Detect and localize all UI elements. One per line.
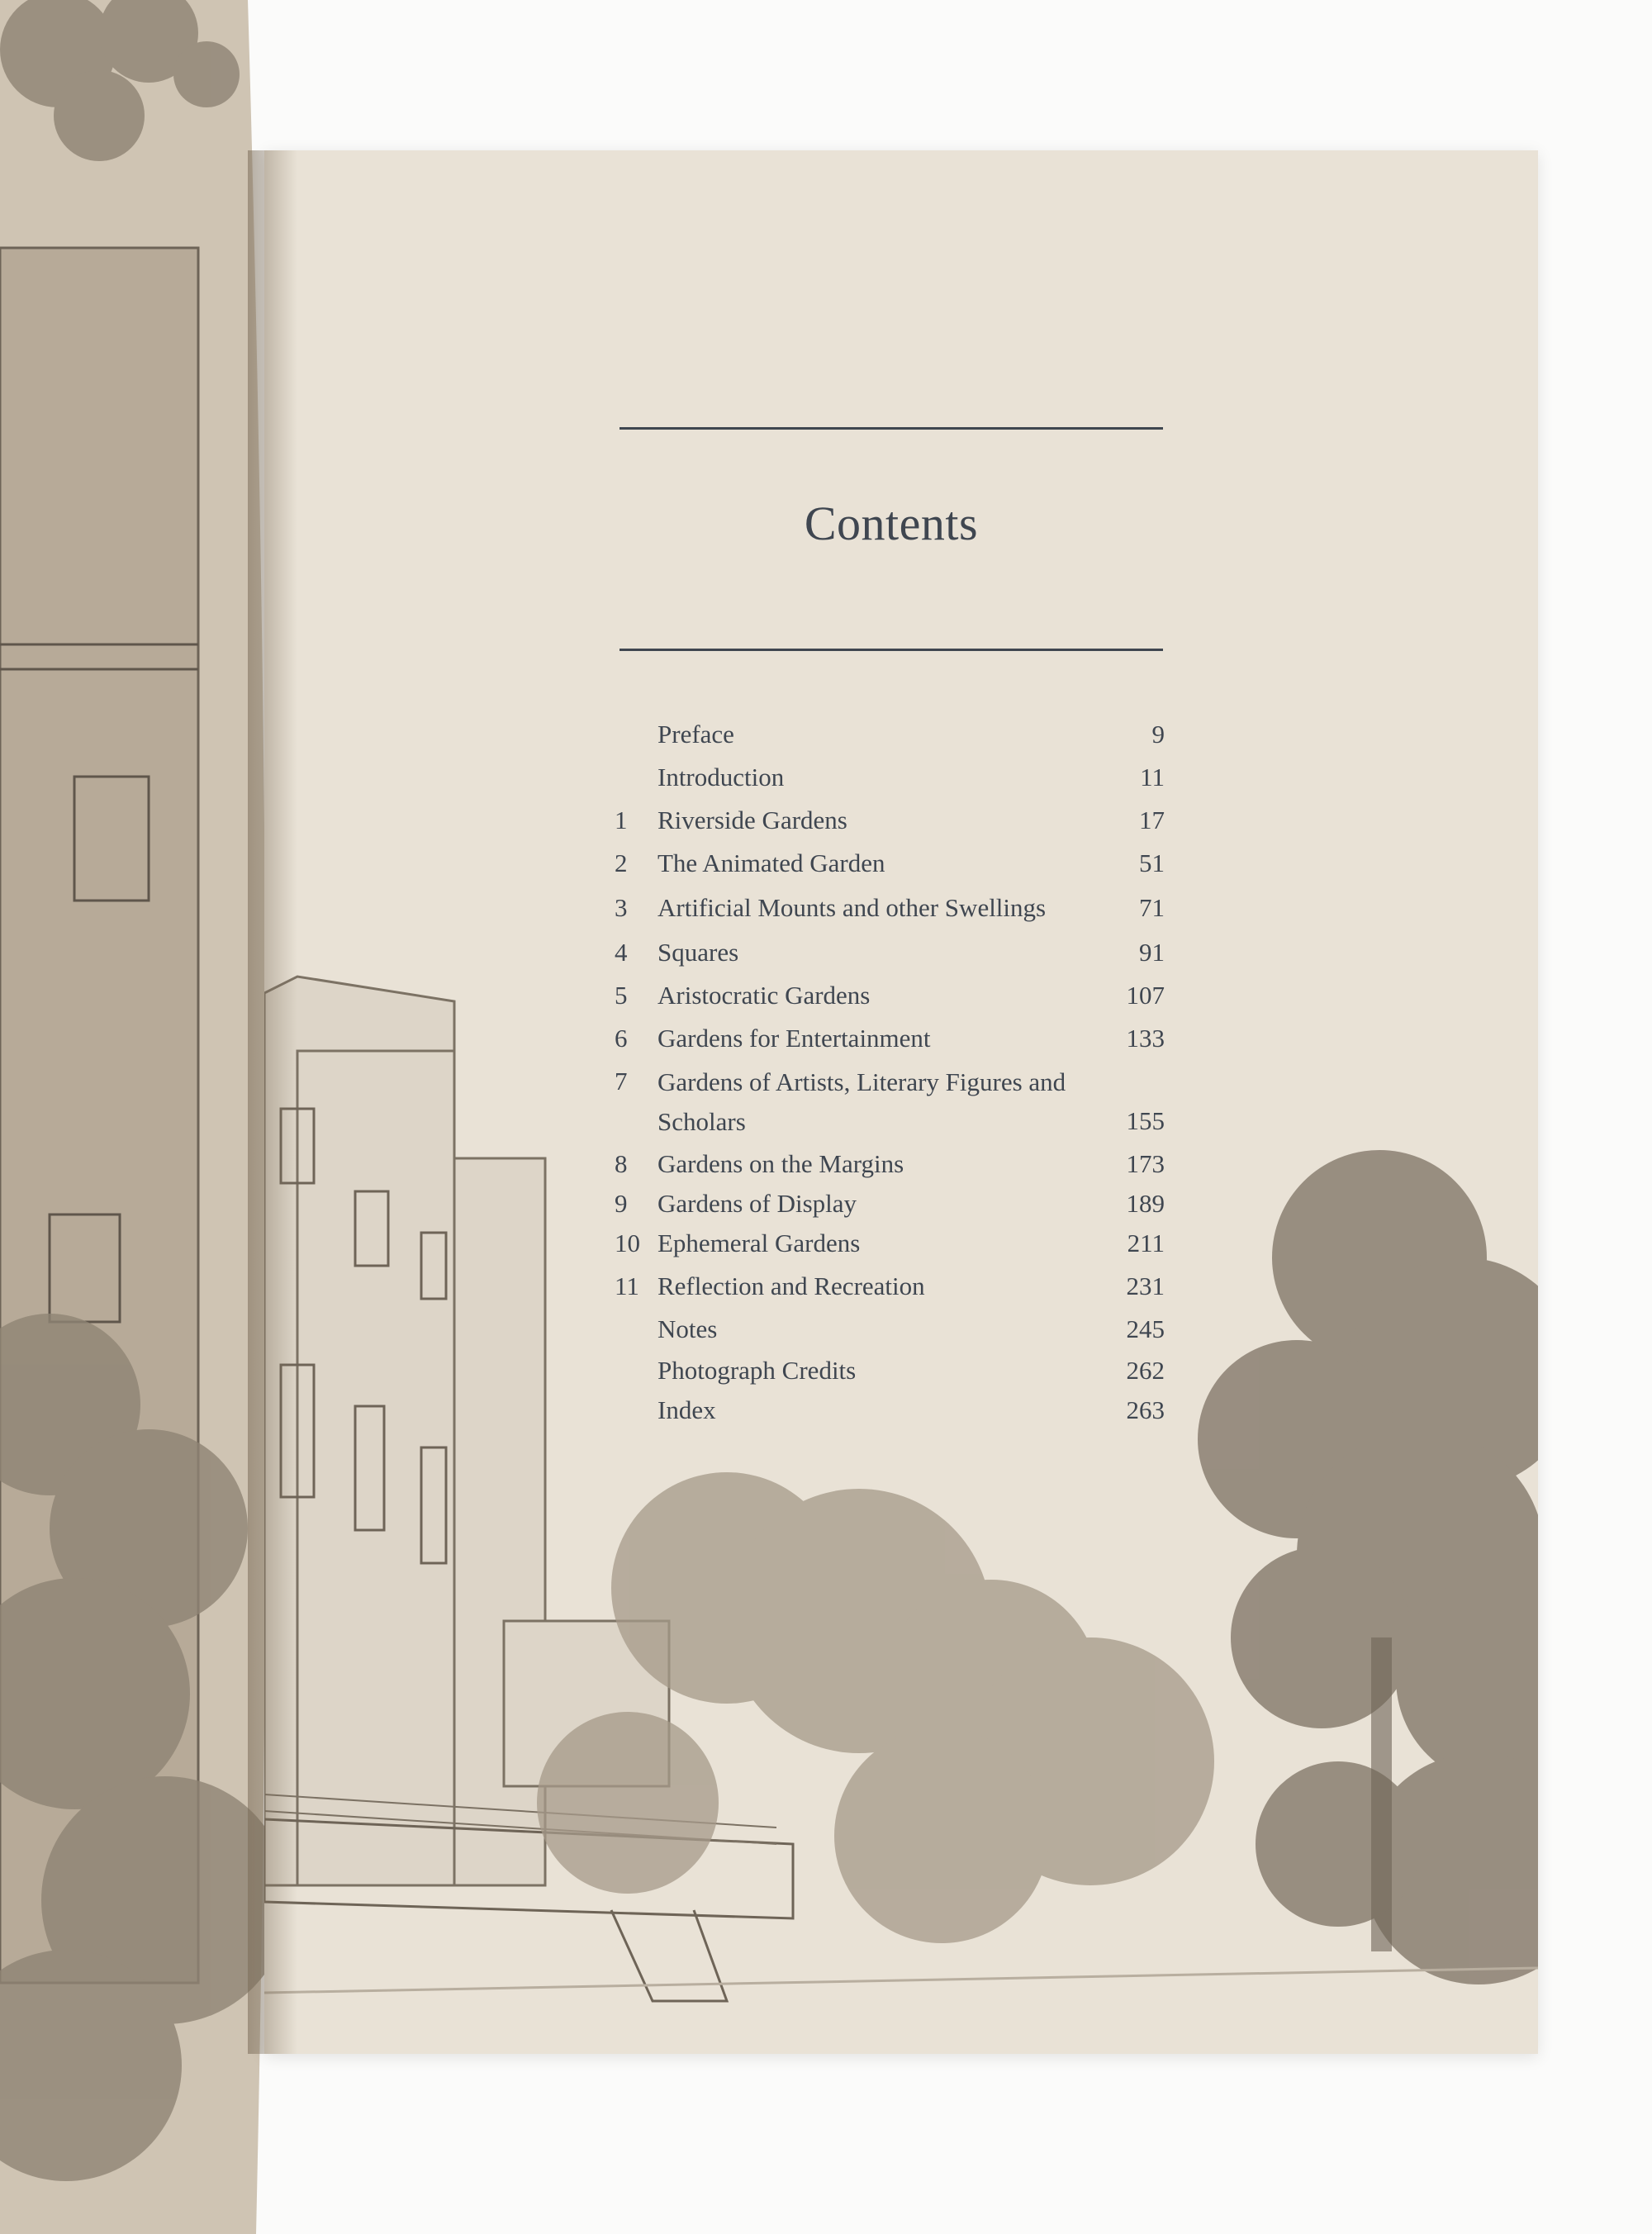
toc-entry-number: 11 xyxy=(615,1271,639,1300)
toc-entry-number: 1 xyxy=(615,806,628,834)
toc-entry-number: 3 xyxy=(615,893,628,922)
toc-entry-page: 231 xyxy=(1126,1271,1165,1300)
toc-entry-number: 6 xyxy=(615,1024,628,1053)
toc-entry-title: Reflection and Recreation xyxy=(657,1271,925,1300)
left-page-illustration xyxy=(0,0,277,2234)
toc-entry-title: Gardens on the Margins xyxy=(657,1149,904,1178)
toc-entry-page: 91 xyxy=(1139,938,1165,967)
toc-entry-title: Aristocratic Gardens xyxy=(657,981,871,1010)
toc-entry-title: Gardens of Artists, Literary Figures and Scholars xyxy=(657,1067,1066,1136)
toc-entry-page: 263 xyxy=(1126,1395,1165,1424)
toc-entry-title: Squares xyxy=(657,938,739,967)
toc-entry-number: 8 xyxy=(615,1149,628,1178)
toc-entry-title: Photograph Credits xyxy=(657,1356,857,1385)
toc-entry-number: 10 xyxy=(615,1229,640,1257)
spine-shadow xyxy=(248,150,297,2054)
toc-entry-number: 9 xyxy=(615,1189,628,1218)
toc-entry-number: 2 xyxy=(615,848,628,877)
toc-entry-number: 4 xyxy=(615,938,628,967)
toc-entry-page: 71 xyxy=(1139,893,1165,922)
toc-entry-title: Introduction xyxy=(657,763,785,791)
title-rule-bottom xyxy=(620,649,1163,651)
toc-entry-page: 11 xyxy=(1140,763,1165,791)
toc-entry-title: Index xyxy=(657,1395,716,1424)
toc-entry-page: 155 xyxy=(1126,1106,1165,1135)
toc-entry-title: Gardens of Display xyxy=(657,1189,857,1218)
toc-entry-title: Riverside Gardens xyxy=(657,806,847,834)
toc-entry-title: Ephemeral Gardens xyxy=(657,1229,861,1257)
toc-entry-title: Notes xyxy=(657,1314,718,1343)
toc-entry-page: 211 xyxy=(1127,1229,1165,1257)
toc-entry-title: Preface xyxy=(657,720,734,749)
toc-entry-title: The Animated Garden xyxy=(657,848,885,877)
toc-entry-page: 262 xyxy=(1126,1356,1165,1385)
toc-entry-number: 5 xyxy=(615,981,628,1010)
toc-entry-page: 173 xyxy=(1126,1149,1165,1178)
toc-entry-page: 189 xyxy=(1126,1189,1165,1218)
toc-entry-page: 133 xyxy=(1126,1024,1165,1053)
toc-entry-title: Gardens for Entertainment xyxy=(657,1024,931,1053)
toc-entry-page: 107 xyxy=(1126,981,1165,1010)
toc-entry-page: 17 xyxy=(1139,806,1165,834)
toc-entry-title: Artificial Mounts and other Swellings xyxy=(657,893,1047,922)
toc-entry-page: 245 xyxy=(1126,1314,1165,1343)
toc-entry-page: 9 xyxy=(1151,720,1165,749)
toc-entry-number: 7 xyxy=(615,1067,628,1096)
title-rule-top xyxy=(620,427,1163,430)
page-title: Contents xyxy=(804,497,979,550)
toc-entry-page: 51 xyxy=(1139,848,1165,877)
